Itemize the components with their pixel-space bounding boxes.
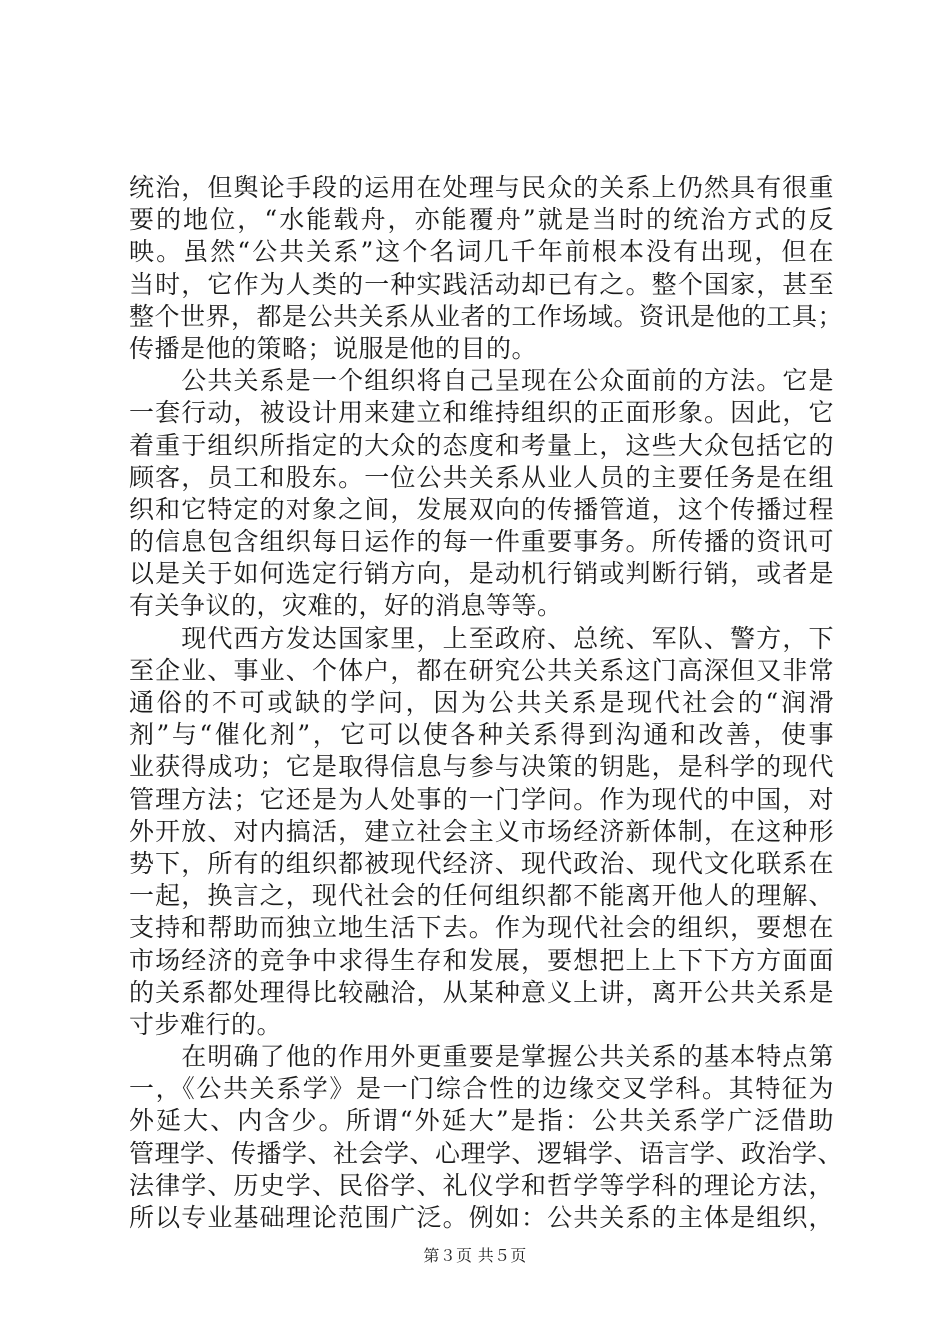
text-line: 管理方法；它还是为人处事的一门学问。作为现代的中国，对: [129, 784, 834, 814]
text-line: 要的地位，“水能载舟，亦能覆舟”就是当时的统治方式的反: [129, 205, 834, 235]
text-line: 织和它特定的对象之间，发展双向的传播管道，这个传播过程: [129, 494, 834, 524]
text-line: 通俗的不可或缺的学问，因为公共关系是现代社会的“润滑: [129, 688, 834, 717]
text-line: 整个世界，都是公共关系从业者的工作场域。资讯是他的工具；: [129, 301, 844, 331]
text-line: 外延大、内含少。所谓“外延大”是指：公共关系学广泛借助: [129, 1106, 834, 1136]
text-line: 的关系都处理得比较融洽，从某种意义上讲，离开公共关系是: [129, 977, 834, 1007]
text-line: 以是关于如何选定行销方向，是动机行销或判断行销，或者是: [129, 559, 834, 589]
text-line: 统治，但舆论手段的运用在处理与民众的关系上仍然具有很重: [129, 173, 834, 202]
text-line: 顾客，员工和股东。一位公共关系从业人员的主要任务是在组: [129, 462, 834, 492]
text-line: 法律学、历史学、民俗学、礼仪学和哲学等学科的理论方法，: [129, 1170, 834, 1200]
text-line: 一，《公共关系学》是一门综合性的边缘交叉学科。其特征为: [129, 1074, 834, 1104]
text-line: 至企业、事业、个体户，都在研究公共关系这门高深但又非常: [129, 655, 834, 685]
text-line: 支持和帮助而独立地生活下去。作为现代社会的组织，要想在: [129, 913, 834, 943]
text-line: 传播是他的策略；说服是他的目的。: [129, 333, 538, 363]
paragraph-first-line: 在明确了他的作用外更重要是掌握公共关系的基本特点第: [129, 1042, 834, 1072]
text-line: 业获得成功；它是取得信息与参与决策的钥匙，是科学的现代: [129, 752, 834, 782]
text-line: 市场经济的竞争中求得生存和发展，要想把上上下下方方面面: [129, 945, 834, 975]
page-number-footer: 第３页 共５页: [423, 1246, 527, 1265]
paragraph-first-line: 公共关系是一个组织将自己呈现在公众面前的方法。它是: [129, 366, 834, 396]
text-line: 管理学、传播学、社会学、心理学、逻辑学、语言学、政治学、: [129, 1138, 844, 1168]
text-line: 着重于组织所指定的大众的态度和考量上，这些大众包括它的: [129, 430, 834, 460]
document-body: [129, 172, 844, 1234]
paragraph-first-line: 现代西方发达国家里，上至政府、总统、军队、警方，下: [129, 623, 834, 653]
text-line: 当时，它作为人类的一种实践活动却已有之。整个国家，甚至: [129, 269, 834, 299]
text-line: 的信息包含组织每日运作的每一件重要事务。所传播的资讯可: [129, 527, 834, 557]
text-line: 剂”与“催化剂”，它可以使各种关系得到沟通和改善，使事: [129, 720, 834, 750]
text-line: 一套行动，被设计用来建立和维持组织的正面形象。因此，它: [129, 398, 834, 428]
text-line: 映。虽然“公共关系”这个名词几千年前根本没有出现，但在: [129, 237, 834, 267]
text-line: 寸步难行的。: [129, 1009, 283, 1039]
text-line: 所以专业基础理论范围广泛。例如：公共关系的主体是组织，: [129, 1203, 834, 1232]
text-line: 有关争议的，灾难的，好的消息等等。: [129, 591, 563, 621]
text-line: 外开放、对内搞活，建立社会主义市场经济新体制，在这种形: [129, 816, 834, 846]
text-line: 一起，换言之，现代社会的任何组织都不能离开他人的理解、: [129, 881, 834, 911]
text-line: 势下，所有的组织都被现代经济、现代政治、现代文化联系在: [129, 848, 834, 878]
